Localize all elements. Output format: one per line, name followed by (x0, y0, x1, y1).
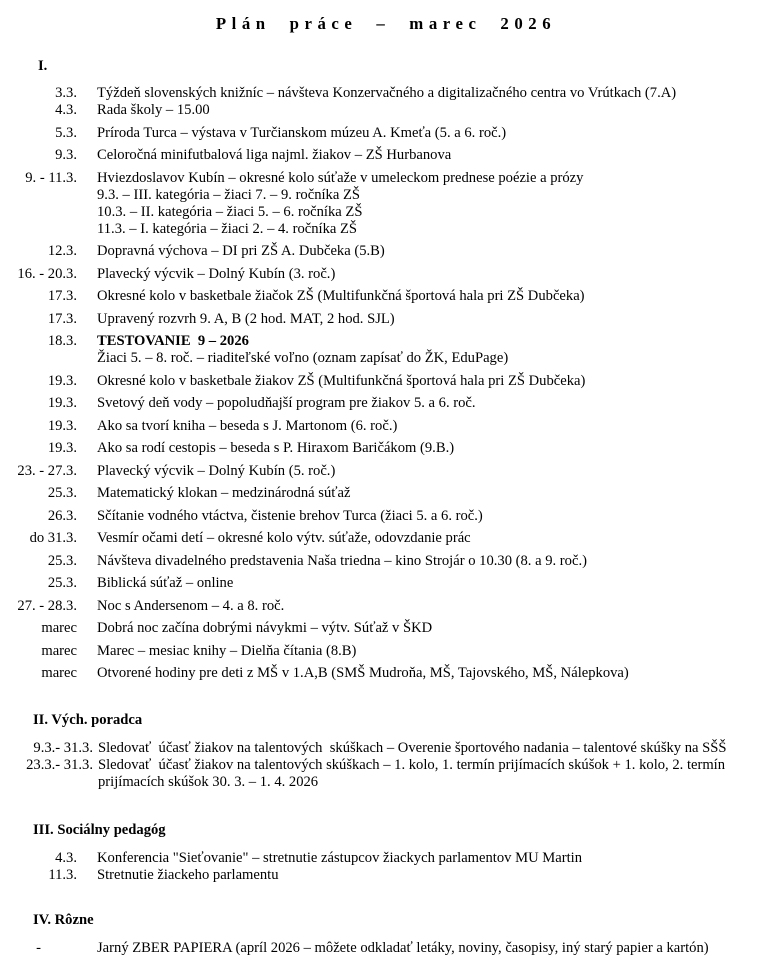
row-date: marec (41, 620, 77, 636)
text-line: Otvorené hodiny pre deti z MŠ v 1.A,B (SMŠ Mudroňa, MŠ, Tajovského, MŠ, Nálepkova) (97, 665, 629, 681)
row-text (97, 395, 476, 412)
schedule-row (0, 620, 772, 637)
row-text (97, 575, 233, 592)
row-text (97, 620, 432, 637)
row-text (97, 418, 397, 435)
text-line: Príroda Turca – výstava v Turčianskom múzeu A. Kmeťa (5. a 6. roč.) (97, 124, 507, 141)
text-line: Plavecký výcvik – Dolný Kubín (3. roč.) (97, 265, 336, 282)
schedule-row (0, 125, 772, 142)
row-text (97, 288, 585, 305)
schedule-row (0, 643, 772, 660)
section-III (0, 822, 772, 884)
row-text (97, 867, 279, 884)
text-line: 9.3. – III. kategória – žiaci 7. – 9. ročníka ZŠ (97, 186, 361, 203)
row-date: 9. - 11.3. (25, 169, 77, 186)
row-text (98, 757, 725, 791)
text-line: 10.3. – II. kategória – žiaci 5. – 6. ročníka ZŠ (97, 203, 363, 220)
schedule-row (0, 867, 772, 884)
schedule-row (0, 740, 772, 757)
text-line: Noc s Andersenom – 4. a 8. roč. (97, 597, 285, 614)
row-date: 17.3. (47, 288, 77, 304)
text-line: Žiaci 5. – 8. roč. – riaditeľské voľno (oznam zapísať do ŽK, EduPage) (97, 350, 509, 366)
section-heading: I. (38, 58, 48, 74)
row-text (97, 463, 335, 480)
row-date: marec (41, 642, 77, 659)
row-date: 23.3.- 31.3. (26, 757, 93, 773)
schedule-row (0, 266, 772, 283)
row-text (97, 598, 284, 615)
text-line: Návšteva divadelného predstavenia Naša triedna – kino Strojár o 10.30 (8. a 9. roč.) (97, 552, 587, 569)
text-line: Ako sa tvorí kniha – beseda s J. Martonom (6. roč.) (97, 417, 398, 434)
row-text (97, 485, 350, 502)
row-date: 19.3. (47, 417, 77, 434)
schedule-row (0, 757, 772, 791)
page-title: Plán práce – marec 2026 (215, 14, 557, 33)
text-line: Celoročná minifutbalová liga najml. žiakov – ZŠ Hurbanova (97, 147, 452, 163)
row-date: 9.3. (55, 147, 77, 163)
schedule-row (0, 418, 772, 435)
text-line: Okresné kolo v basketbale žiačok ZŠ (Multifunkčná športová hala pri ZŠ Dubčeka) (97, 288, 585, 304)
text-line: Dopravná výchova – DI pri ZŠ A. Dubčeka (5.B) (97, 243, 385, 259)
schedule-row (0, 170, 772, 238)
schedule-row (0, 85, 772, 102)
section-heading: II. Vých. poradca (33, 712, 143, 728)
row-date: 5.3. (55, 124, 77, 141)
row-date: do 31.3. (29, 530, 77, 546)
schedule-row (0, 850, 772, 867)
schedule-row (0, 463, 772, 480)
row-text (97, 940, 709, 957)
row-date: 23. - 27.3. (17, 462, 77, 479)
document-body (0, 58, 772, 957)
row-date: 16. - 20.3. (17, 265, 77, 282)
row-date: 25.3. (47, 575, 77, 591)
section-heading: III. Sociálny pedagóg (33, 822, 166, 838)
row-date: 19.3. (47, 395, 77, 411)
schedule-row (0, 395, 772, 412)
schedule-row (0, 485, 772, 502)
schedule-row (0, 665, 772, 682)
row-text (97, 373, 585, 390)
schedule-row (0, 598, 772, 615)
text-line: Hviezdoslavov Kubín – okresné kolo súťaže v umeleckom prednese poézie a prózy (97, 169, 584, 186)
text-line: Týždeň slovenských knižníc – návšteva Konzervačného a digitalizačného centra vo Vrútkach (7.A) (97, 85, 677, 101)
text-line: Marec – mesiac knihy – Dielňa čítania (8.B) (97, 642, 357, 659)
section-heading: IV. Rôzne (33, 912, 94, 928)
row-date: 9.3.- 31.3. (33, 740, 93, 756)
text-line: Plavecký výcvik – Dolný Kubín (5. roč.) (97, 462, 336, 479)
schedule-row (0, 147, 772, 164)
row-date: 19.3. (47, 440, 77, 456)
row-text (97, 530, 471, 547)
text-line: Sledovať účasť žiakov na talentových skúškach – 1. kolo, 1. termín prijímacích skúšok + 1. kolo, 2. termín (98, 757, 726, 773)
row-date: 3.3. (55, 85, 77, 101)
row-text (97, 440, 454, 457)
row-date: 12.3. (47, 243, 77, 259)
text-line: Jarný ZBER PAPIERA (apríl 2026 – môžete odkladať letáky, noviny, časopisy, iný starý papier a kartón) (97, 940, 709, 956)
text-line: Okresné kolo v basketbale žiakov ZŠ (Multifunkčná športová hala pri ZŠ Dubčeka) (97, 372, 586, 389)
text-line: Vesmír očami detí – okresné kolo výtv. súťaže, odovzdanie prác (97, 530, 471, 546)
text-line: 11.3. – I. kategória – žiaci 2. – 4. ročníka ZŠ (97, 220, 358, 237)
schedule-row (0, 243, 772, 260)
row-text (97, 508, 483, 525)
schedule-row (0, 102, 772, 119)
section-I (0, 58, 772, 682)
row-date: 19.3. (47, 372, 77, 389)
text-line: Ako sa rodí cestopis – beseda s P. Hiraxom Baričákom (9.B.) (97, 440, 455, 456)
row-date: 27. - 28.3. (17, 597, 77, 614)
row-text (97, 125, 506, 142)
schedule-row (0, 311, 772, 328)
text-line: Dobrá noc začína dobrými návykmi – výtv. Súťaž v ŠKD (97, 620, 433, 636)
schedule-row (0, 333, 772, 367)
row-text (98, 740, 727, 757)
schedule-row (0, 553, 772, 570)
row-date: marec (41, 665, 77, 681)
schedule-row (0, 940, 772, 957)
row-text (97, 850, 582, 867)
text-line: Upravený rozvrh 9. A, B (2 hod. MAT, 2 hod. SJL) (97, 310, 395, 327)
row-date: - (36, 940, 41, 956)
schedule-row (0, 508, 772, 525)
row-text (97, 266, 335, 283)
section-II (0, 712, 772, 791)
text-line: Matematický klokan – medzinárodná súťaž (97, 485, 351, 501)
schedule-row (0, 440, 772, 457)
text-line: Rada školy – 15.00 (97, 102, 210, 118)
schedule-row (0, 373, 772, 390)
row-text (97, 311, 395, 328)
text-line: TESTOVANIE 9 – 2026 (97, 333, 249, 349)
text-line: Biblická súťaž – online (97, 575, 234, 591)
row-date: 4.3. (55, 102, 77, 118)
row-date: 18.3. (47, 333, 77, 349)
row-text (97, 665, 629, 682)
schedule-row (0, 575, 772, 592)
row-text (97, 243, 385, 260)
row-date: 11.3. (48, 867, 77, 883)
text-line: Sledovať účasť žiakov na talentových skúškach – Overenie športového nadania – talentové skúšky na SŠŠ (98, 740, 727, 756)
text-line: Sčítanie vodného vtáctva, čistenie brehov Turca (žiaci 5. a 6. roč.) (97, 507, 483, 524)
row-text (97, 333, 508, 367)
row-text (97, 553, 587, 570)
row-text (97, 102, 210, 119)
row-date: 25.3. (47, 485, 77, 501)
row-text (97, 147, 451, 164)
schedule-row (0, 530, 772, 547)
row-text (97, 85, 676, 102)
schedule-row (0, 288, 772, 305)
row-text (97, 643, 356, 660)
text-line: Stretnutie žiackeho parlamentu (97, 867, 279, 883)
row-date: 26.3. (47, 507, 77, 524)
text-line: prijímacích skúšok 30. 3. – 1. 4. 2026 (98, 774, 319, 790)
row-text (97, 170, 583, 238)
row-date: 25.3. (47, 552, 77, 569)
text-line: Konferencia "Sieťovanie" – stretnutie zástupcov žiackych parlamentov MU Martin (97, 850, 582, 866)
row-date: 17.3. (47, 310, 77, 327)
section-IV (0, 912, 772, 957)
row-date: 4.3. (55, 850, 77, 866)
text-line: Svetový deň vody – popoludňajší program pre žiakov 5. a 6. roč. (97, 395, 476, 411)
